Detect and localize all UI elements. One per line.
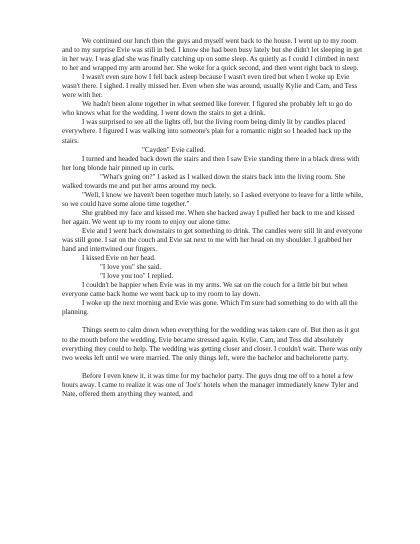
paragraph-dialogue: "I love you too" I replied. <box>100 272 174 281</box>
section-break <box>62 317 363 326</box>
paragraph: I couldn't be happier when Evie was in my arms. We sat on the couch for a little bit but when everyone came back home we went back up to my room to lay down. <box>62 281 348 299</box>
paragraph-dialogue: "What's going on?" I asked as I walked down the stairs back into the living room. She walked towards me and put her arms around my neck. <box>62 172 346 190</box>
paragraph: We continued our lunch then the guys and myself went back to the house. I went up to my room and to my surprise Evie was still in bed. I know she had been busy lately but she didn't let sleeping in get in her way. I was glad she was finally catching up on some sleep. As quietly as I could I climbed in next to her and wrapped my arm around her. She woke for a quick second, and then went right back to sleep. <box>62 37 363 73</box>
paragraph-dialogue: "Cayden" Evie called. <box>142 145 206 154</box>
paragraph-dialogue: "Well, I know we haven't been together much lately, so I asked everyone to leave for a little while, so we could have some alone time together." <box>62 190 363 208</box>
paragraph: I was surprised to see all the lights off, but the living room being dimly lit by candles placed everywhere. I figured I was walking into someone's plan for a romantic night so I headed back up the stairs. <box>62 118 352 145</box>
paragraph: I wasn't even sure how I fell back asleep because I wasn't even tired but when I woke up Evie wasn't there. I sighed. I really missed her. Even when she was around, usually Kylie and Cam, and Tess were with her. <box>62 73 358 100</box>
section-break <box>62 363 363 372</box>
paragraph: I kissed Evie on her head. <box>82 254 156 263</box>
paragraph: Before I even knew it, it was time for my bachelor party. The guys drug me off to a hotel a few hours away. I came to realize it was one of 'Joe's' hotels when the manager immediately knew Tyler and Nate, offered them anything they wanted, and <box>62 371 359 398</box>
paragraph: I woke up the next morning and Evie was gone. Which I'm sure had something to do with all the planning. <box>62 299 358 317</box>
paragraph: Things seem to calm down when everything for the wedding was taken care of. But then as it got to the mouth before the wedding, Evie became stressed again. Kylie, Cam, and Tess did absolutely everything they could to help. The wedding was getting closer and closer. I couldn't wait. There was only two weeks left until we were married. The only things left, were the bachelor and bachelorette party. <box>62 326 363 362</box>
paragraph: I turned and headed back down the stairs and then I saw Evie standing there in a black dress with her long blonde hair pinned up in curls. <box>62 154 360 172</box>
paragraph: She grabbed my face and kissed me. When she backed away I pulled her back to me and kissed her again. We went up to my room to enjoy our alone time. <box>62 208 355 226</box>
paragraph-dialogue: "I love you" she said. <box>100 263 162 272</box>
paragraph: We hadn't been alone together in what seemed like forever. I figured she probably left to go do who knows what for the wedding. I went down the stairs to get a drink. <box>62 100 352 118</box>
paragraph: Evie and I went back downstairs to get something to drink. The candles were still lit and everyone was still gone. I sat on the couch and Evie sat next to me with her head on my shoulder. I grabbed her hand and intertwined our fingers. <box>62 226 363 254</box>
